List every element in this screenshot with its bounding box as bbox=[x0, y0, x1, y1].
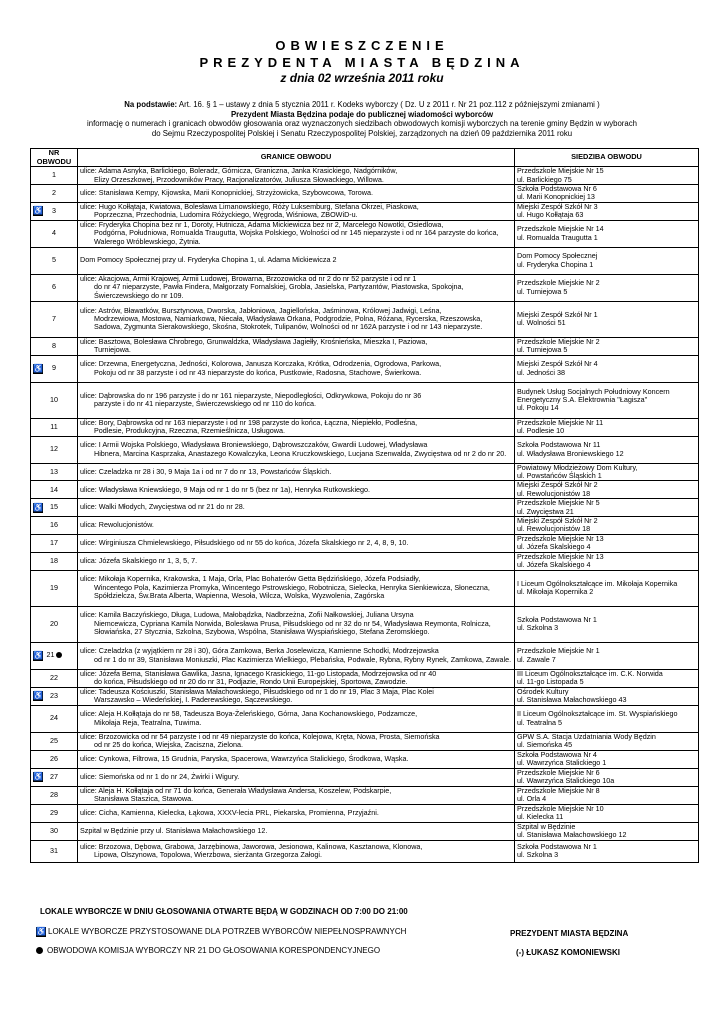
district-number: 19 bbox=[50, 582, 58, 592]
boundaries-line-1: ulice: Siemońska od nr 1 do nr 24, Żwirki i Wigury. bbox=[80, 771, 240, 781]
district-number-cell bbox=[31, 337, 78, 355]
seat-address: ul. Wawrzyńca Stalickiego 10a bbox=[517, 776, 615, 785]
district-seat bbox=[515, 382, 699, 418]
seat-name: Przedszkole Miejskie Nr 13 bbox=[517, 534, 604, 543]
district-seat bbox=[515, 732, 699, 750]
district-number: 3 bbox=[52, 206, 56, 216]
boundaries-line-2: Poprzeczna, Przechodnia, Ludomira Różyckiego, Węgroda, Wiśniowa, ZBOWiD-u. bbox=[94, 210, 358, 220]
boundaries-line-1: ulice: Hugo Kołłątaja, Kwiatowa, Bolesława Limanowskiego, Róży Luksemburg, Stefana Okrzei, Piaskowa, bbox=[80, 202, 419, 211]
boundaries-line-1: ulice: Wirginiusza Chmielewskiego, Piłsudskiego od nr 55 do końca, Józefa Skalskiego nr 2, 4, 8, 9, 10. bbox=[80, 538, 409, 548]
seat-name: I Liceum Ogólnokształcące im. Mikołaja Kopernika bbox=[517, 578, 678, 588]
col-header-siedziba: SIEDZIBA OBWODU bbox=[515, 149, 699, 167]
district-boundaries bbox=[78, 642, 515, 669]
table-row bbox=[31, 167, 699, 185]
table-row bbox=[31, 552, 699, 570]
seat-name: Przedszkole Miejskie Nr 11 bbox=[517, 418, 604, 427]
district-seat bbox=[515, 570, 699, 606]
legend-postal bbox=[36, 946, 380, 955]
table-row bbox=[31, 750, 699, 768]
seat-address: ul. Hugo Kołłątaja 63 bbox=[517, 210, 584, 220]
district-number-cell bbox=[31, 463, 78, 481]
boundaries-line-2: Lipowa, Olszynowa, Topolowa, Wierzbowa, sierżanta Grzegorza Załogi. bbox=[94, 850, 322, 859]
district-number: 1 bbox=[52, 170, 56, 180]
district-number: 22 bbox=[50, 672, 58, 682]
filled-circle-icon bbox=[56, 652, 62, 658]
district-number-cell bbox=[31, 669, 78, 687]
district-boundaries bbox=[78, 463, 515, 481]
district-number-cell bbox=[31, 642, 78, 669]
district-boundaries bbox=[78, 822, 515, 840]
seat-name: Miejski Zespół Szkół Nr 2 bbox=[517, 516, 598, 526]
district-number: 9 bbox=[52, 363, 56, 373]
legend-accessible-text: LOKALE WYBORCZE PRZYSTOSOWANE DLA POTRZEB WYBORCÓW NIEPEŁNOSPRAWNYCH bbox=[48, 927, 407, 937]
boundaries-line-1: ulice: Czeladzka (z wyjątkiem nr 28 i 30), Góra Zamkowa, Berka Joselewicza, Kamienne Schodki, Modrzejowska bbox=[80, 646, 439, 656]
seat-name: Przedszkole Miejskie Nr 13 bbox=[517, 552, 604, 561]
seat-address: ul. Zawale 7 bbox=[517, 654, 556, 664]
legal-basis-text: Art. 16. § 1 – ustawy z dnia 5 stycznia 2011 r. Kodeks wyborczy ( Dz. U z 2011 r. Nr 21 poz.112 z późniejszymi zmianami ) bbox=[178, 100, 600, 109]
boundaries-line-2: do końca, Piłsudskiego od nr 20 do nr 31, Podjazie, Rondo Unii Europejskiej, Sportowa, Zawodzie. bbox=[94, 677, 408, 686]
district-number-cell bbox=[31, 822, 78, 840]
district-boundaries bbox=[78, 382, 515, 418]
seat-name: Miejski Zespół Szkół Nr 1 bbox=[517, 309, 598, 319]
boundaries-line-1: ulice: Brzozowa, Dębowa, Grabowa, Jarzębinowa, Jaworowa, Jesionowa, Kalinowa, Kasztanowa, Klonowa, bbox=[80, 841, 423, 851]
seat-name: III Liceum Ogólnokształcące im. C.K. Norwida bbox=[517, 669, 663, 678]
district-seat bbox=[515, 786, 699, 804]
table-row bbox=[31, 705, 699, 732]
legend-accessible bbox=[36, 927, 406, 937]
district-boundaries bbox=[78, 337, 515, 355]
district-number-cell bbox=[31, 687, 78, 705]
boundaries-line-2: Turniejowa. bbox=[94, 345, 131, 355]
district-number: 15 bbox=[50, 502, 58, 512]
district-number: 5 bbox=[52, 255, 56, 265]
district-seat bbox=[515, 642, 699, 669]
district-seat bbox=[515, 705, 699, 732]
seat-address: ul. Turniejowa 5 bbox=[517, 286, 568, 296]
district-boundaries bbox=[78, 517, 515, 535]
seat-name: Miejski Zespół Szkół Nr 3 bbox=[517, 202, 598, 211]
boundaries-line-2: do nr 47 nieparzyste, Pawła Findera, Małgorzaty Fornalskiej, Grobla, Jasielska, Partyzantów, Piastowska, Spokojna, Świerczewskiego do nr 109. bbox=[94, 282, 464, 300]
table-row bbox=[31, 499, 699, 517]
district-number-cell bbox=[31, 840, 78, 862]
table-row bbox=[31, 301, 699, 337]
district-seat bbox=[515, 481, 699, 499]
table-row bbox=[31, 436, 699, 463]
district-seat bbox=[515, 669, 699, 687]
seat-address: ul. Fryderyka Chopina 1 bbox=[517, 259, 594, 269]
district-boundaries bbox=[78, 606, 515, 642]
seat-name: Powiatowy Młodzieżowy Dom Kultury, bbox=[517, 463, 638, 472]
district-boundaries bbox=[78, 499, 515, 517]
boundaries-line-2: od nr 1 do nr 39, Stanisława Moniuszki, Plac Kazimierza Wielkiego, Plebańska, Podwale, Rybna, Rybny Rynek, Zamkowa, Zawale. bbox=[94, 654, 512, 664]
district-number-cell bbox=[31, 804, 78, 822]
wheelchair-icon: ♿ bbox=[33, 691, 43, 700]
district-number-cell bbox=[31, 517, 78, 535]
district-boundaries bbox=[78, 570, 515, 606]
district-number-cell bbox=[31, 786, 78, 804]
seat-address: ul. Władysława Broniewskiego 12 bbox=[517, 448, 624, 458]
seat-address: ul. Wolności 51 bbox=[517, 318, 566, 328]
seat-address: ul. Powstańców Śląskich 1 bbox=[517, 471, 602, 481]
boundaries-line-1: ulice: Aleja H. Kołłątaja od nr 71 do końca, Generała Władysława Andersa, Koszelew, Podskarpie, bbox=[80, 786, 392, 795]
district-seat bbox=[515, 534, 699, 552]
district-seat bbox=[515, 247, 699, 274]
seat-name: Szkoła Podstawowa Nr 4 bbox=[517, 750, 597, 759]
district-number-cell bbox=[31, 436, 78, 463]
district-number-cell bbox=[31, 606, 78, 642]
wheelchair-icon: ♿ bbox=[33, 363, 43, 373]
table-row bbox=[31, 355, 699, 382]
seat-name: Przedszkole Miejskie Nr 2 bbox=[517, 337, 600, 346]
district-number: 20 bbox=[50, 618, 58, 628]
district-seat bbox=[515, 436, 699, 463]
table-row bbox=[31, 606, 699, 642]
table-row bbox=[31, 570, 699, 606]
table-header-row bbox=[31, 149, 699, 167]
district-boundaries bbox=[78, 804, 515, 822]
table-row bbox=[31, 840, 699, 862]
seat-address: ul. Rewolucjonistów 18 bbox=[517, 524, 591, 534]
table-row bbox=[31, 804, 699, 822]
district-seat bbox=[515, 301, 699, 337]
district-seat bbox=[515, 274, 699, 301]
district-boundaries bbox=[78, 768, 515, 786]
table-row bbox=[31, 247, 699, 274]
district-number-cell bbox=[31, 202, 78, 220]
seat-name: Przedszkole Miejskie Nr 8 bbox=[517, 786, 600, 795]
district-boundaries bbox=[78, 840, 515, 862]
seat-address: ul. Rewolucjonistów 18 bbox=[517, 488, 591, 498]
district-number: 12 bbox=[50, 444, 58, 454]
boundaries-line-1: Dom Pomocy Społecznej przy ul. Fryderyka Chopina 1, ul. Adama Mickiewicza 2 bbox=[80, 255, 337, 265]
district-boundaries bbox=[78, 534, 515, 552]
boundaries-line-2: parzyste i do nr 41 nieparzyste, Świerczewskiego od nr 110 do końca. bbox=[94, 399, 316, 409]
district-number: 14 bbox=[50, 484, 58, 494]
table-row bbox=[31, 220, 699, 247]
boundaries-line-2: Niemcewicza, Cypriana Kamila Norwida, Bolesława Prusa, Piłsudskiego od nr 32 do nr 54, Władysława Reymonta, Rolnicza, Słowiańska, 27 Stycznia, Szkolna, Szybowa, Wspólna, Stanisława Wyspiańskiego, Stefana Żeromskiego. bbox=[94, 618, 491, 637]
district-number-cell bbox=[31, 220, 78, 247]
opening-hours: LOKALE WYBORCZE W DNIU GŁOSOWANIA OTWARTE BĘDĄ W GODZINACH OD 7:00 DO 21:00 bbox=[40, 907, 408, 916]
seat-address: ul. Józefa Skalskiego 4 bbox=[517, 542, 591, 552]
document-date: z dnia 02 września 2011 roku bbox=[280, 71, 444, 85]
district-boundaries bbox=[78, 220, 515, 247]
district-number-cell bbox=[31, 768, 78, 786]
seat-address: ul. Marii Konopnickiej 13 bbox=[517, 192, 595, 202]
boundaries-line-1: ulice: Basztowa, Bolesława Chrobrego, Grunwaldzka, Władysława Jagiełły, Krośnieńska, Mieszka I, Paziowa, bbox=[80, 337, 428, 346]
district-number: 10 bbox=[50, 394, 58, 404]
seat-name: GPW S.A. Stacja Uzdatniania Wody Będzin bbox=[517, 732, 656, 741]
district-seat bbox=[515, 552, 699, 570]
wheelchair-icon: ♿ bbox=[33, 772, 43, 781]
boundaries-line-2: Podgórna, Południowa, Romualda Traugutta, Wojska Polskiego, Wolności od nr 145 nieparzyste i od nr 164 parzyste do końca, Walerego Wróblewskiego, Żytnia. bbox=[94, 228, 499, 246]
wheelchair-icon: ♿ bbox=[33, 206, 43, 216]
district-number: 16 bbox=[50, 520, 58, 530]
seat-address: ul. Wawrzyńca Stalickiego 1 bbox=[517, 758, 607, 767]
district-number: 29 bbox=[50, 807, 58, 817]
district-number-cell bbox=[31, 167, 78, 185]
district-number-cell bbox=[31, 382, 78, 418]
district-boundaries bbox=[78, 786, 515, 804]
district-seat bbox=[515, 185, 699, 203]
boundaries-line-1: ulice: Mikołaja Kopernika, Krakowska, 1 Maja, Orla, Plac Bohaterów Getta Będzińskiego, Józefa Podsiadły, bbox=[80, 574, 421, 584]
legend-postal-text: OBWODOWA KOMISJA WYBORCZY NR 21 DO GŁOSOWANIA KORESPONDENCYJNEGO bbox=[47, 946, 381, 955]
boundaries-line-1: ulice: Adama Asnyka, Barlickiego, Boleradz, Górnicza, Graniczna, Janka Krasickiego, Nadgórników, bbox=[80, 166, 398, 176]
district-number-cell bbox=[31, 247, 78, 274]
district-seat bbox=[515, 768, 699, 786]
district-number-cell bbox=[31, 552, 78, 570]
boundaries-line-2: Hibnera, Marcina Kasprzaka, Anastazego Kowalczyka, Leona Kruczkowskiego, Lucjana Szenwalda, Zwycięstwa od nr 2 do nr 20. bbox=[94, 448, 507, 458]
wheelchair-icon: ♿ bbox=[33, 650, 43, 660]
seat-name: Szkoła Podstawowa Nr 1 bbox=[517, 841, 597, 851]
district-seat bbox=[515, 804, 699, 822]
seat-address: ul. Romualda Traugutta 1 bbox=[517, 232, 598, 242]
district-boundaries bbox=[78, 274, 515, 301]
seat-address: ul. Stanisława Małachowskiego 43 bbox=[517, 695, 627, 704]
seat-name: Przedszkole Miejskie Nr 6 bbox=[517, 768, 600, 777]
district-boundaries bbox=[78, 185, 515, 203]
table-row bbox=[31, 517, 699, 535]
district-boundaries bbox=[78, 202, 515, 220]
table-row bbox=[31, 418, 699, 436]
seat-address: ul. Kielecka 11 bbox=[517, 812, 564, 821]
intro-line-4: do Sejmu Rzeczypospolitej Polskiej i Senatu Rzeczypospolitej Polskiej, zarządzonych na dzień 09 października 2011 roku bbox=[151, 128, 573, 138]
document-title: OBWIESZCZENIE bbox=[275, 38, 449, 53]
seat-address: ul. Teatralna 5 bbox=[517, 717, 563, 727]
boundaries-line-1: ulice: Cicha, Kamienna, Kielecka, Łąkowa, XXXV-lecia PRL, Piekarska, Promienna, Przyjaźni. bbox=[80, 807, 379, 817]
district-seat bbox=[515, 687, 699, 705]
seat-name: Ośrodek Kultury bbox=[517, 687, 569, 696]
district-seat bbox=[515, 167, 699, 185]
boundaries-line-1: ulica: Rewolucjonistów. bbox=[80, 520, 154, 530]
boundaries-line-1: ulice: Cynkowa, Filtrowa, 15 Grudnia, Paryska, Spacerowa, Wawrzyńca Stalickiego, Środkowa, Wąska. bbox=[80, 753, 409, 763]
seat-name: Szkoła Podstawowa Nr 1 bbox=[517, 614, 597, 624]
district-number: 26 bbox=[50, 753, 58, 763]
boundaries-line-1: ulice: Brzozowicka od nr 54 parzyste i od nr 49 nieparzyste do końca, Kolejowa, Kręta, Nowa, Prosta, Siemońska bbox=[80, 732, 440, 741]
district-number: 4 bbox=[52, 228, 56, 238]
district-seat bbox=[515, 517, 699, 535]
district-number: 17 bbox=[50, 538, 58, 548]
seat-address: ul. Orla 4 bbox=[517, 794, 547, 803]
seat-address: ul. Józefa Skalskiego 4 bbox=[517, 560, 591, 570]
district-boundaries bbox=[78, 418, 515, 436]
boundaries-line-2: Wincentego Pola, Kazimierza Promyka, Wincentego Pstrowskiego, Robotnicza, Sielecka, Henryka Sienkiewicza, Słoneczna, Spółdzielcza, Św.Brata Alberta, Wapienna, Wesoła, Wilcza, Wolska, Wyzwolenia, Zagórska bbox=[94, 582, 490, 601]
signature-name: (-) ŁUKASZ KOMONIEWSKI bbox=[516, 948, 620, 957]
table-row bbox=[31, 481, 699, 499]
district-boundaries bbox=[78, 705, 515, 732]
district-number: 24 bbox=[50, 713, 58, 723]
intro-paragraph bbox=[20, 100, 704, 138]
district-number-cell bbox=[31, 570, 78, 606]
boundaries-line-1: ulice: Aleja H.Kołłątaja do nr 58, Tadeusza Boya-Żeleńskiego, Górna, Jana Kochanowskiego, Podzamcze, bbox=[80, 709, 418, 719]
boundaries-line-1: ulice: Józefa Bema, Stanisława Gawlika, Jasna, Ignacego Krasickiego, 11-go Listopada, Modrzejowska od nr 40 bbox=[80, 669, 437, 678]
district-number: 11 bbox=[50, 421, 58, 431]
boundaries-line-1: ulice: Astrów, Bławatków, Bursztynowa, Dworska, Jabłoniowa, Jagiellońska, Jaśminowa, Królowej Jadwigi, Leśna, bbox=[80, 305, 442, 315]
district-seat bbox=[515, 202, 699, 220]
seat-name: Przedszkole Miejskie Nr 10 bbox=[517, 804, 604, 813]
table-body bbox=[31, 167, 699, 863]
seat-name: Przedszkole Miejskie Nr 5 bbox=[517, 498, 600, 508]
table-row bbox=[31, 202, 699, 220]
document-issuer: PREZYDENTA MIASTA BĘDZINA bbox=[199, 55, 525, 70]
district-seat bbox=[515, 750, 699, 768]
table-row bbox=[31, 669, 699, 687]
seat-address: ul. Jedności 38 bbox=[517, 367, 565, 377]
seat-name: Miejski Zespół Szkół Nr 2 bbox=[517, 480, 598, 490]
district-number-cell bbox=[31, 301, 78, 337]
district-boundaries bbox=[78, 732, 515, 750]
table-row bbox=[31, 786, 699, 804]
district-number-cell bbox=[31, 750, 78, 768]
col-header-nr: NR OBWODU bbox=[31, 149, 78, 167]
district-number: 2 bbox=[52, 188, 56, 198]
boundaries-line-1: ulica: Józefa Skalskiego nr 1, 3, 5, 7. bbox=[80, 555, 198, 565]
district-number-cell bbox=[31, 355, 78, 382]
district-boundaries bbox=[78, 247, 515, 274]
boundaries-line-1: ulice: Drzewna, Energetyczna, Jedności, Kolorowa, Janusza Korczaka, Krótka, Odrodzenia, Ogrodowa, Parkowa, bbox=[80, 359, 442, 369]
seat-name: Przedszkole Miejskie Nr 1 bbox=[517, 646, 600, 656]
district-number-cell bbox=[31, 534, 78, 552]
table-row bbox=[31, 382, 699, 418]
boundaries-line-2: od nr 25 do końca, Wiejska, Zaciszna, Zielona. bbox=[94, 740, 244, 749]
boundaries-line-1: ulice: Kamila Baczyńskiego, Długa, Ludowa, Małobądzka, Nadbrzeżna, Zofii Nałkowskiej, Juliana Ursyna bbox=[80, 610, 414, 620]
table-row bbox=[31, 463, 699, 481]
seat-name: Dom Pomocy Społecznej bbox=[517, 251, 598, 261]
district-boundaries bbox=[78, 167, 515, 185]
district-seat bbox=[515, 822, 699, 840]
district-seat bbox=[515, 220, 699, 247]
legal-basis-label: Na podstawie: bbox=[124, 100, 178, 109]
district-number: 25 bbox=[50, 735, 58, 745]
district-number: 13 bbox=[50, 466, 58, 476]
district-boundaries bbox=[78, 552, 515, 570]
district-number-cell bbox=[31, 185, 78, 203]
district-seat bbox=[515, 418, 699, 436]
seat-name: II Liceum Ogólnokształcące im. St. Wyspiańskiego bbox=[517, 709, 678, 719]
legal-basis bbox=[20, 100, 704, 110]
seat-address: ul. Barlickiego 75 bbox=[517, 174, 572, 184]
district-number: 27 bbox=[50, 771, 58, 781]
district-number: 23 bbox=[50, 690, 58, 700]
boundaries-line-2: Modrzewiowa, Mostowa, Namiarkowa, Niecała, Władysława Orkana, Podgrodzie, Polna, Różana, Rycerska, Rzeszowska, Sadowa, Zygmunta Sierakowskiego, Skośna, Stokrotek, Tulipanów, Wolności od nr 162A parzyste i od nr 143 nieparzyste. bbox=[94, 313, 483, 332]
seat-address: ul. Pokoju 14 bbox=[517, 403, 559, 413]
district-number: 31 bbox=[50, 845, 58, 855]
seat-address: ul. Podlesie 10 bbox=[517, 426, 565, 436]
seat-address: ul. Zwycięstwa 21 bbox=[517, 506, 574, 516]
intro-line-3: informację o numerach i granicach obwodów głosowania oraz wyznaczonych siedzibach obwodowych komisji wyborczych na terenie gminy Będzin w wyborach bbox=[87, 119, 637, 128]
district-number: 18 bbox=[50, 555, 58, 565]
table-row bbox=[31, 768, 699, 786]
seat-name: Przedszkole Miejskie Nr 14 bbox=[517, 224, 604, 234]
seat-address: ul. Turniejowa 5 bbox=[517, 345, 568, 355]
boundaries-line-1: ulice: Stanisława Kempy, Kijowska, Marii Konopnickiej, Strzyżowicka, Szybowcowa, Torowa. bbox=[80, 188, 373, 198]
boundaries-line-2: Podlesie, Produkcyjna, Rzeczna, Rzemieślnicza, Usługowa. bbox=[94, 426, 285, 436]
district-boundaries bbox=[78, 750, 515, 768]
boundaries-line-2: Pokoju od nr 38 parzyste i od nr 43 nieparzyste do końca, Pustkowie, Radosna, Stachowe, Świerkowa. bbox=[94, 367, 422, 377]
seat-name: Miejski Zespół Szkół Nr 4 bbox=[517, 359, 598, 369]
district-number: 8 bbox=[52, 340, 56, 350]
table-row bbox=[31, 337, 699, 355]
boundaries-line-1: ulice: Akacjowa, Armii Krajowej, Armii Ludowej, Browarna, Brzozowicka od nr 2 do nr 52 parzyste i od nr 1 bbox=[80, 274, 417, 284]
district-seat bbox=[515, 499, 699, 517]
district-number-cell bbox=[31, 705, 78, 732]
district-boundaries bbox=[78, 687, 515, 705]
table-row bbox=[31, 185, 699, 203]
boundaries-line-1: ulice: Tadeusza Kościuszki, Stanisława Małachowskiego, Piłsudskiego od nr 1 do nr 19, Plac 3 Maja, Plac Kolei bbox=[80, 687, 434, 696]
seat-name: Szpital w Będzinie bbox=[517, 822, 576, 831]
boundaries-line-1: Szpital w Będzinie przy ul. Stanisława Małachowskiego 12. bbox=[80, 825, 268, 835]
district-number-cell bbox=[31, 274, 78, 301]
seat-name: Szkoła Podstawowa Nr 11 bbox=[517, 440, 601, 450]
district-number-cell bbox=[31, 481, 78, 499]
col-header-granice: GRANICE OBWODU bbox=[78, 149, 515, 167]
district-boundaries bbox=[78, 436, 515, 463]
table-row bbox=[31, 687, 699, 705]
seat-address: ul. 11-go Listopada 5 bbox=[517, 677, 584, 686]
district-number: 28 bbox=[50, 789, 58, 799]
boundaries-line-1: ulice: Bory, Dąbrowska od nr 163 nieparzyste i od nr 198 parzyste do końca, Łączna, Niepiekło, Podleśna, bbox=[80, 418, 418, 427]
district-boundaries bbox=[78, 355, 515, 382]
district-number-cell bbox=[31, 499, 78, 517]
signature-title: PREZYDENT MIASTA BĘDZINA bbox=[510, 929, 629, 938]
seat-address: ul. Siemońska 45 bbox=[517, 740, 573, 749]
boundaries-line-2: Mikołaja Reja, Teatralna, Tuwima. bbox=[94, 717, 202, 727]
table-row bbox=[31, 732, 699, 750]
table-row bbox=[31, 642, 699, 669]
district-number-cell bbox=[31, 418, 78, 436]
boundaries-line-2: Warszawsko – Wiedeńskiej, I. Paderewskiego, Sączewskiego. bbox=[94, 695, 293, 704]
wheelchair-icon: ♿ bbox=[33, 502, 43, 512]
district-seat bbox=[515, 463, 699, 481]
boundaries-line-2: Stanisława Staszica, Stawowa. bbox=[94, 794, 194, 803]
boundaries-line-1: ulice: Walki Młodych, Zwycięstwa od nr 21 do nr 28. bbox=[80, 502, 245, 512]
table-row bbox=[31, 534, 699, 552]
district-boundaries bbox=[78, 669, 515, 687]
seat-name: Przedszkole Miejskie Nr 15 bbox=[517, 166, 604, 176]
boundaries-line-1: ulice: Dąbrowska do nr 196 parzyste i do nr 161 nieparzyste, Niepodległości, Odkrywkowa, Pokoju do nr 36 bbox=[80, 390, 422, 400]
boundaries-line-1: ulice: Fryderyka Chopina bez nr 1, Doroty, Hutnicza, Adama Mickiewicza bez nr 2, Marcelego Nowotki, Osiedlowa, bbox=[80, 220, 444, 230]
intro-line-2: Prezydent Miasta Będzina podaje do publicznej wiadomości wyborców bbox=[230, 109, 494, 119]
seat-address: ul. Szkolna 3 bbox=[517, 850, 559, 859]
boundaries-line-1: ulice: Władysława Kniewskiego, 9 Maja od nr 1 do nr 5 (bez nr 1a), Henryka Rutkowskiego. bbox=[80, 484, 371, 494]
district-seat bbox=[515, 840, 699, 862]
boundaries-line-1: ulice: Czeladzka nr 28 i 30, 9 Maja 1a i od nr 7 do nr 13, Powstańców Śląskich. bbox=[80, 466, 332, 476]
filled-circle-icon bbox=[36, 947, 43, 954]
seat-address: ul. Szkolna 3 bbox=[517, 623, 559, 632]
district-boundaries bbox=[78, 481, 515, 499]
district-boundaries bbox=[78, 301, 515, 337]
boundaries-line-1: ulice: I Armii Wojska Polskiego, Władysława Broniewskiego, Dąbrowszczaków, Gwardii Ludowej, Władysława bbox=[80, 440, 428, 450]
table-row bbox=[31, 822, 699, 840]
district-number: 30 bbox=[50, 825, 58, 835]
district-number: 6 bbox=[52, 282, 56, 292]
seat-address: ul. Stanisława Małachowskiego 12 bbox=[517, 830, 627, 839]
table-row bbox=[31, 274, 699, 301]
seat-name: Przedszkole Miejskie Nr 2 bbox=[517, 278, 600, 288]
district-number: 21 bbox=[46, 650, 55, 660]
district-number-cell bbox=[31, 732, 78, 750]
district-number: 7 bbox=[52, 313, 56, 323]
district-seat bbox=[515, 606, 699, 642]
seat-name: Szkoła Podstawowa Nr 6 bbox=[517, 184, 597, 193]
district-seat bbox=[515, 337, 699, 355]
seat-address: ul. Mikołaja Kopernika 2 bbox=[517, 587, 594, 596]
wheelchair-icon: ♿ bbox=[36, 927, 46, 936]
district-seat bbox=[515, 355, 699, 382]
boundaries-line-2: Elizy Orzeszkowej, Przodowników Pracy, Racjonalizatorów, Juliusza Słowackiego, Willowa. bbox=[94, 174, 384, 184]
seat-name: Budynek Usług Socjalnych Południowy Koncern Energetyczny S.A. Elektrownia "Łagisza" bbox=[517, 386, 670, 404]
districts-table bbox=[30, 148, 699, 863]
